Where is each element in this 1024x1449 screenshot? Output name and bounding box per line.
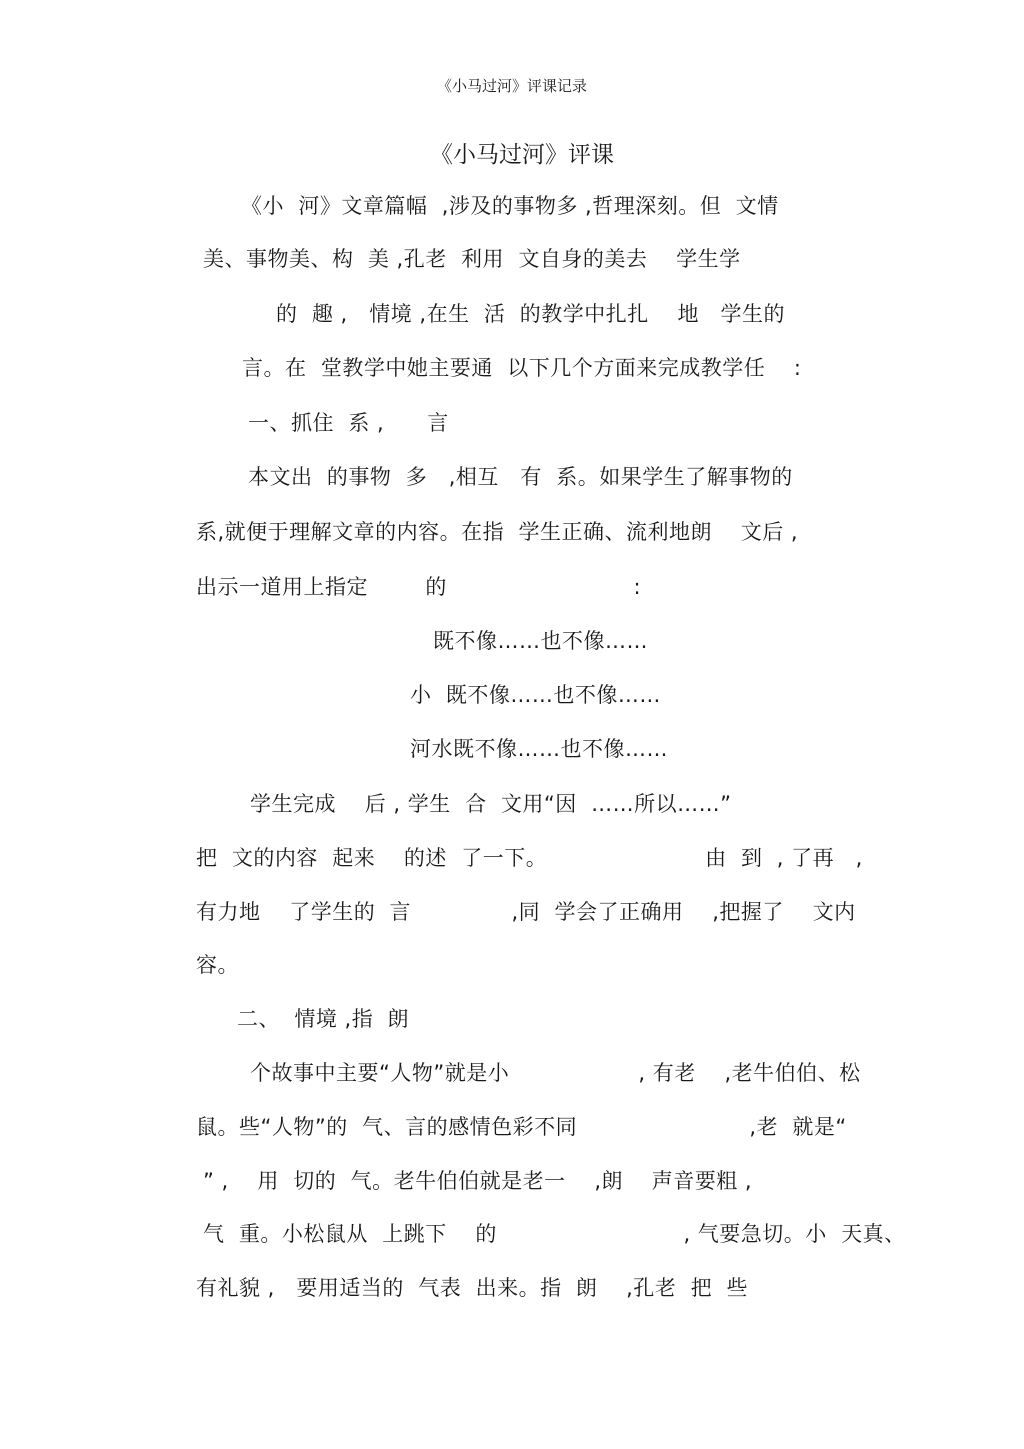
section-heading: 二、 情境 ,指 朗 (237, 1007, 410, 1031)
paragraph-line: 容。 (196, 953, 239, 977)
paragraph-line: 系,就便于理解文章的内容。在指 学生正确、流利地朗 文后 , (196, 520, 799, 544)
paragraph-line: ” , 用 切的 气。老牛伯伯就是老一 ,朗 声音要粗 , (203, 1169, 753, 1193)
section-heading: 一、抓住 系 , 言 (248, 411, 449, 435)
paragraph-line: 出示一道用上指定 的 : (196, 575, 642, 599)
paragraph-line: 鼠。些“人物”的 气、言的感情色彩不同 ,老 就是“ (196, 1115, 847, 1139)
paragraph-line: 的 趣 , 情境 ,在生 活 的教学中扎扎 地 学生的 (276, 302, 786, 326)
paragraph-line: 言。在 堂教学中她主要通 以下几个方面来完成教学任 : (242, 356, 802, 380)
page-header: 《小马过河》评课记录 (436, 77, 587, 95)
paragraph-line: 学生完成 后 , 学生 合 文用“因 ……所以……” (250, 792, 732, 816)
paragraph-line: 美、事物美、构 美 ,孔老 利用 文自身的美去 学生学 (203, 247, 741, 271)
paragraph-line: 本文出 的事物 多 ,相互 有 系。如果学生了解事物的 (248, 465, 793, 489)
example-sentence: 既不像……也不像…… (433, 629, 648, 653)
document-title: 《小马过河》评课 (430, 142, 614, 168)
paragraph-line: 《小 河》文章篇幅 ,涉及的事物多 ,哲理深刻。但 文情 (241, 194, 779, 218)
paragraph-line: 把 文的内容 起来 的述 了一下。 由 到 , 了再 , (196, 846, 863, 870)
paragraph-line: 有力地 了学生的 言 ,同 学会了正确用 ,把握了 文内 (196, 900, 856, 924)
example-sentence: 河水既不像……也不像…… (410, 737, 668, 761)
paragraph-line: 有礼貌 , 要用适当的 气表 出来。指 朗 ,孔老 把 些 (196, 1276, 749, 1300)
example-sentence: 小 既不像……也不像…… (410, 683, 661, 707)
paragraph-line: 个故事中主要“人物”就是小 , 有老 ,老牛伯伯、松 (250, 1061, 861, 1085)
paragraph-line: 气 重。小松鼠从 上跳下 的 , 气要急切。小 天真、 (203, 1222, 906, 1246)
